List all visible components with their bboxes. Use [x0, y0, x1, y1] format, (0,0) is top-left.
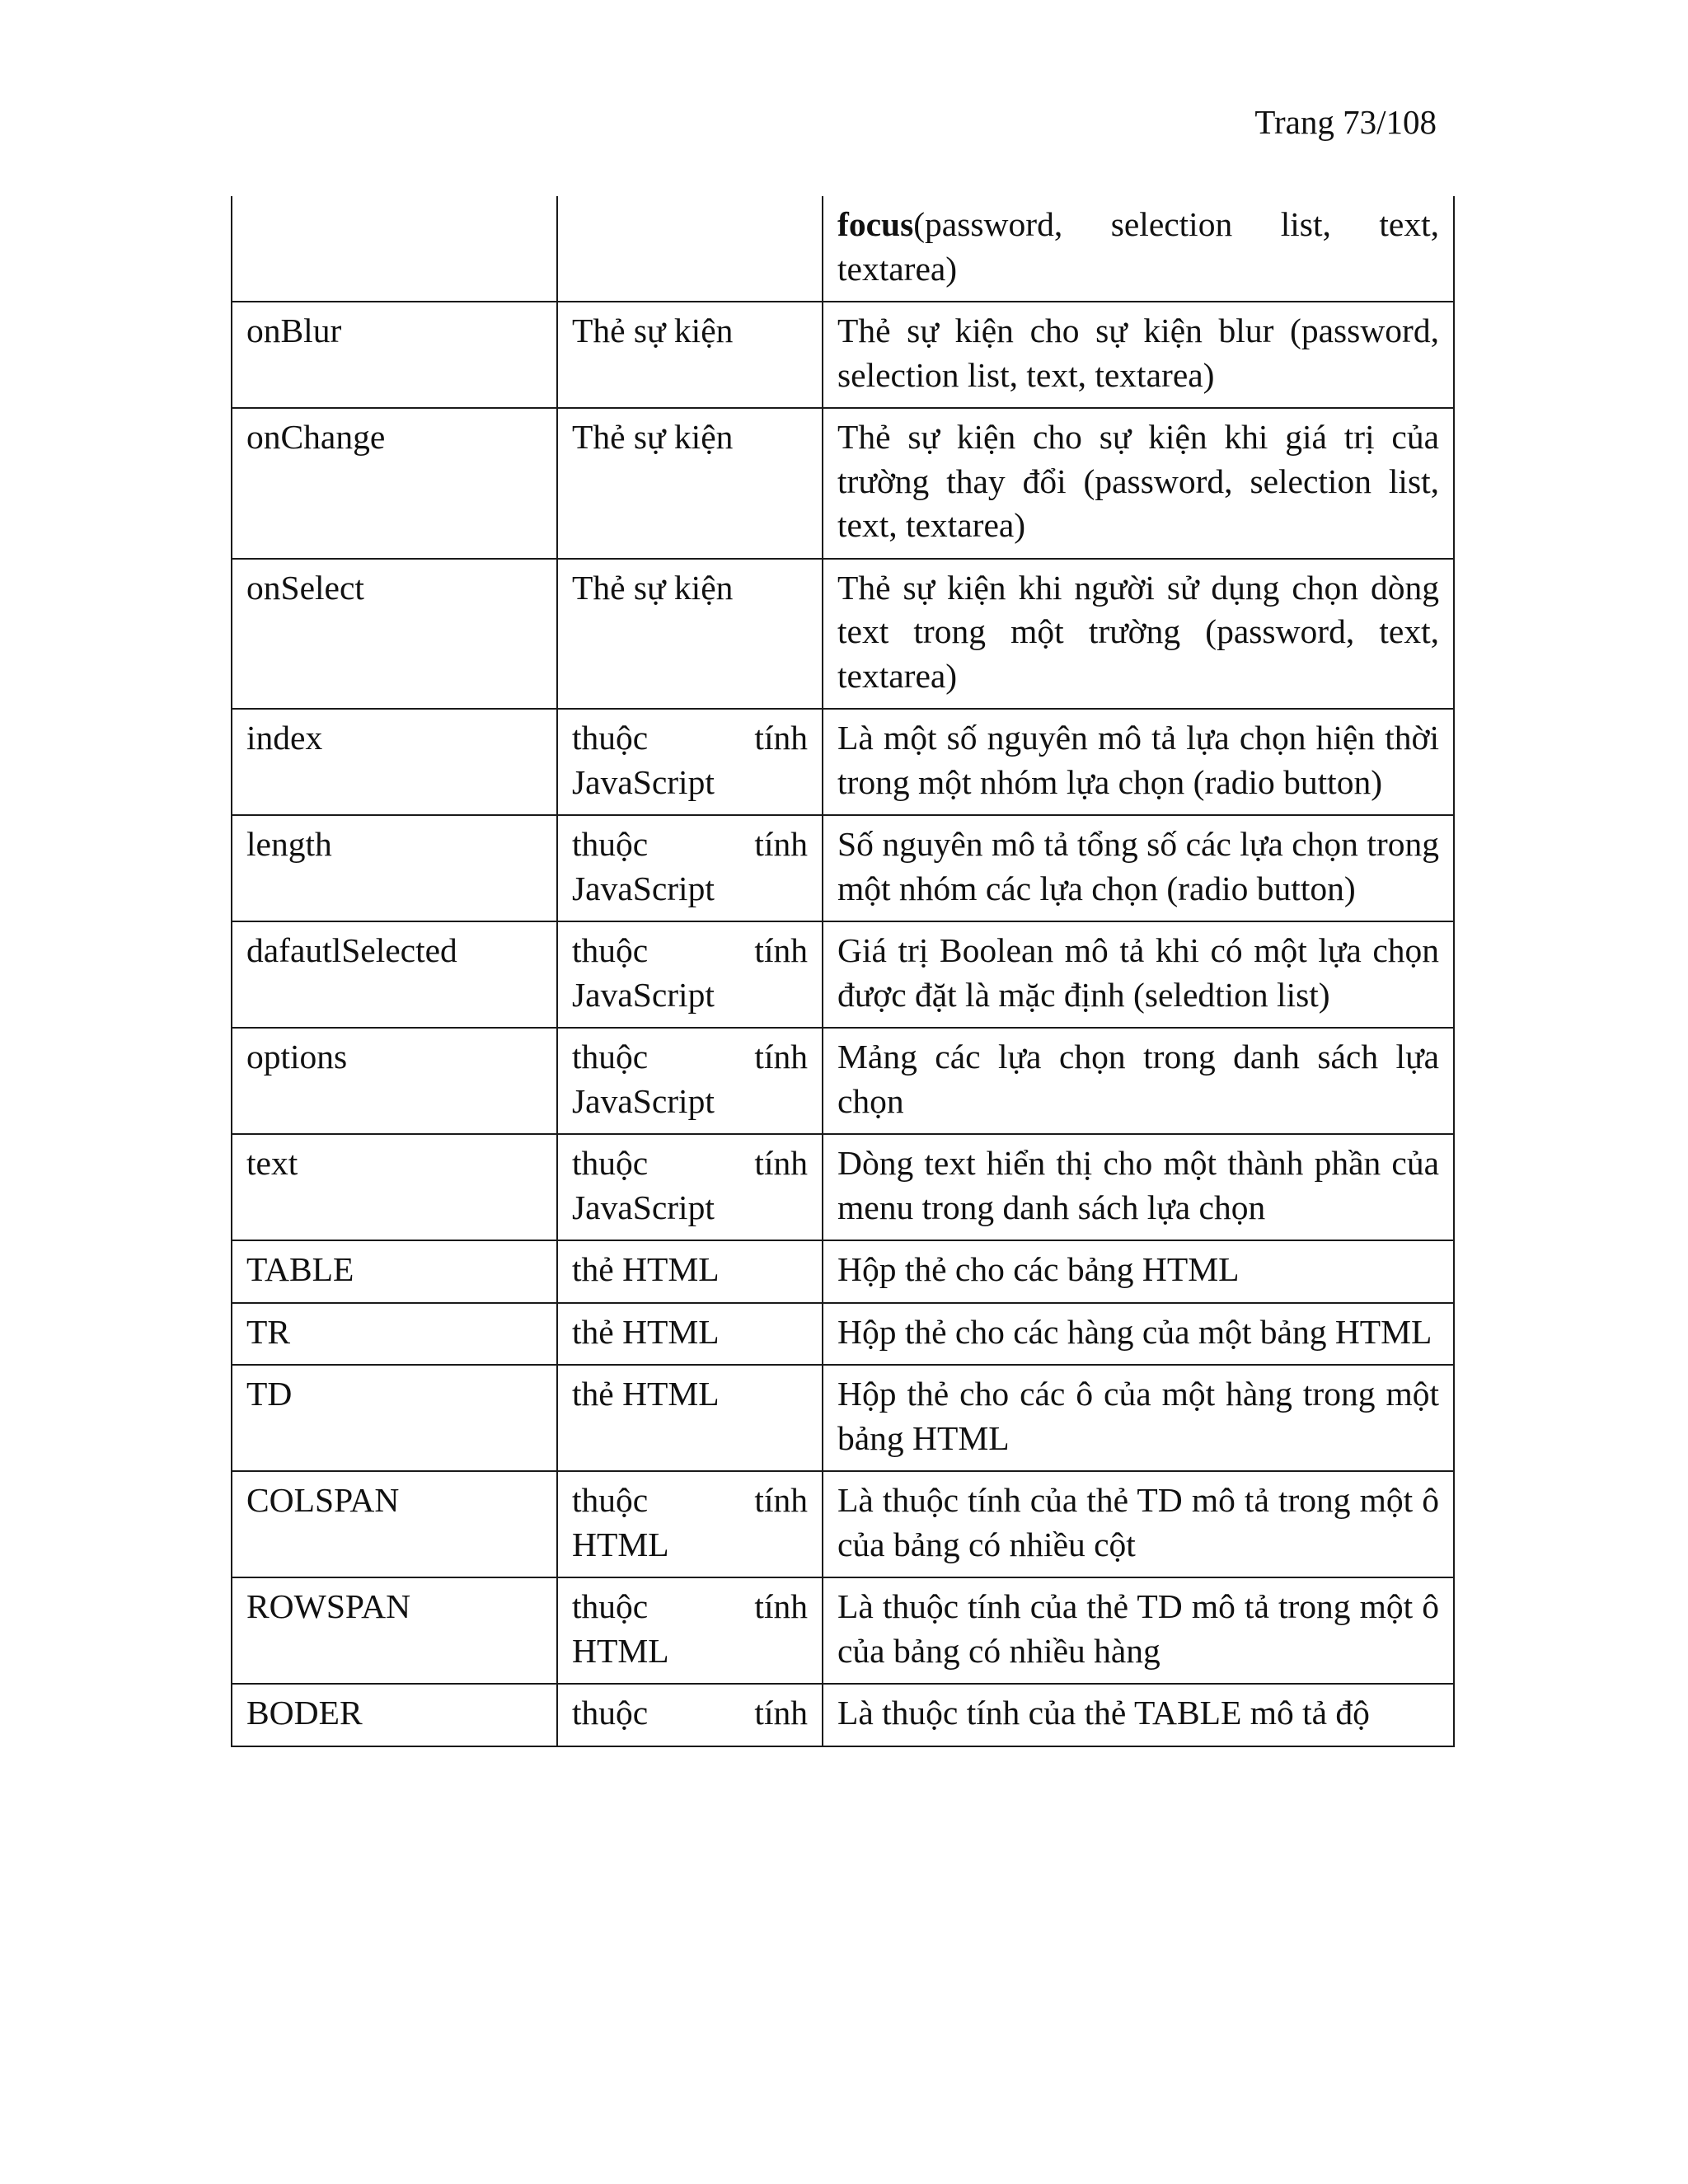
table-row — [232, 709, 1454, 815]
cell-type: thuộc tính JavaScript — [557, 815, 823, 921]
cell-name: index — [232, 709, 557, 815]
cell-name: dafautlSelected — [232, 921, 557, 1028]
cell-name: onBlur — [232, 302, 557, 408]
table-row — [232, 1303, 1454, 1366]
cell-description: Hộp thẻ cho các ô của một hàng trong một bảng HTML — [823, 1365, 1454, 1471]
bold-term: focus — [837, 205, 914, 243]
cell-type: thuộc tính JavaScript — [557, 921, 823, 1028]
cell-type: thuộc tính — [557, 1684, 823, 1746]
description-rest: (password, selection list, text, textarea) — [837, 205, 1439, 288]
cell-name: ROWSPAN — [232, 1577, 557, 1684]
table-row — [232, 408, 1454, 559]
cell-description: Là thuộc tính của thẻ TABLE mô tả độ — [823, 1684, 1454, 1746]
cell-name: onChange — [232, 408, 557, 559]
cell-description: Là thuộc tính của thẻ TD mô tả trong một ô của bảng có nhiều cột — [823, 1471, 1454, 1577]
cell-name: length — [232, 815, 557, 921]
table-row — [232, 302, 1454, 408]
table-row — [232, 921, 1454, 1028]
cell-name: text — [232, 1134, 557, 1240]
table-row — [232, 1577, 1454, 1684]
cell-type: Thẻ sự kiện — [557, 408, 823, 559]
cell-name: COLSPAN — [232, 1471, 557, 1577]
cell-type: thuộc tính JavaScript — [557, 1028, 823, 1134]
table-row — [232, 1134, 1454, 1240]
cell-name: BODER — [232, 1684, 557, 1746]
cell-type: thuộc tính HTML — [557, 1471, 823, 1577]
table-row — [232, 815, 1454, 921]
table-row — [232, 1028, 1454, 1134]
cell-description: Số nguyên mô tả tổng số các lựa chọn trong một nhóm các lựa chọn (radio button) — [823, 815, 1454, 921]
table-row — [232, 1684, 1454, 1746]
cell-name: TR — [232, 1303, 557, 1366]
cell-description: Giá trị Boolean mô tả khi có một lựa chọn được đặt là mặc định (seledtion list) — [823, 921, 1454, 1028]
table-row — [232, 1240, 1454, 1303]
cell-description: Là thuộc tính của thẻ TD mô tả trong một ô của bảng có nhiều hàng — [823, 1577, 1454, 1684]
table-row — [232, 1471, 1454, 1577]
cell-name: TD — [232, 1365, 557, 1471]
table-row — [232, 559, 1454, 710]
cell-type: thẻ HTML — [557, 1240, 823, 1303]
cell-name: TABLE — [232, 1240, 557, 1303]
cell-description: Thẻ sự kiện khi người sử dụng chọn dòng text trong một trường (password, text, textarea) — [823, 559, 1454, 710]
table-row — [232, 196, 1454, 302]
cell-description: Mảng các lựa chọn trong danh sách lựa chọn — [823, 1028, 1454, 1134]
cell-description: Dòng text hiển thị cho một thành phần của menu trong danh sách lựa chọn — [823, 1134, 1454, 1240]
cell-type: thẻ HTML — [557, 1365, 823, 1471]
cell-type — [557, 196, 823, 302]
cell-description: Hộp thẻ cho các hàng của một bảng HTML — [823, 1303, 1454, 1366]
cell-description — [823, 196, 1454, 302]
page-number: Trang 73/108 — [1254, 103, 1437, 141]
cell-type: thẻ HTML — [557, 1303, 823, 1366]
table-row — [232, 1365, 1454, 1471]
cell-type: thuộc tính JavaScript — [557, 1134, 823, 1240]
cell-description: Thẻ sự kiện cho sự kiện khi giá trị của trường thay đổi (password, selection list, text, textarea) — [823, 408, 1454, 559]
cell-description: Hộp thẻ cho các bảng HTML — [823, 1240, 1454, 1303]
cell-name — [232, 196, 557, 302]
cell-name: options — [232, 1028, 557, 1134]
cell-type: thuộc tính HTML — [557, 1577, 823, 1684]
cell-description: Là một số nguyên mô tả lựa chọn hiện thời trong một nhóm lựa chọn (radio button) — [823, 709, 1454, 815]
reference-table — [231, 196, 1455, 1747]
cell-type: Thẻ sự kiện — [557, 302, 823, 408]
cell-type: Thẻ sự kiện — [557, 559, 823, 710]
cell-description: Thẻ sự kiện cho sự kiện blur (password, selection list, text, textarea) — [823, 302, 1454, 408]
cell-type: thuộc tính JavaScript — [557, 709, 823, 815]
cell-name: onSelect — [232, 559, 557, 710]
